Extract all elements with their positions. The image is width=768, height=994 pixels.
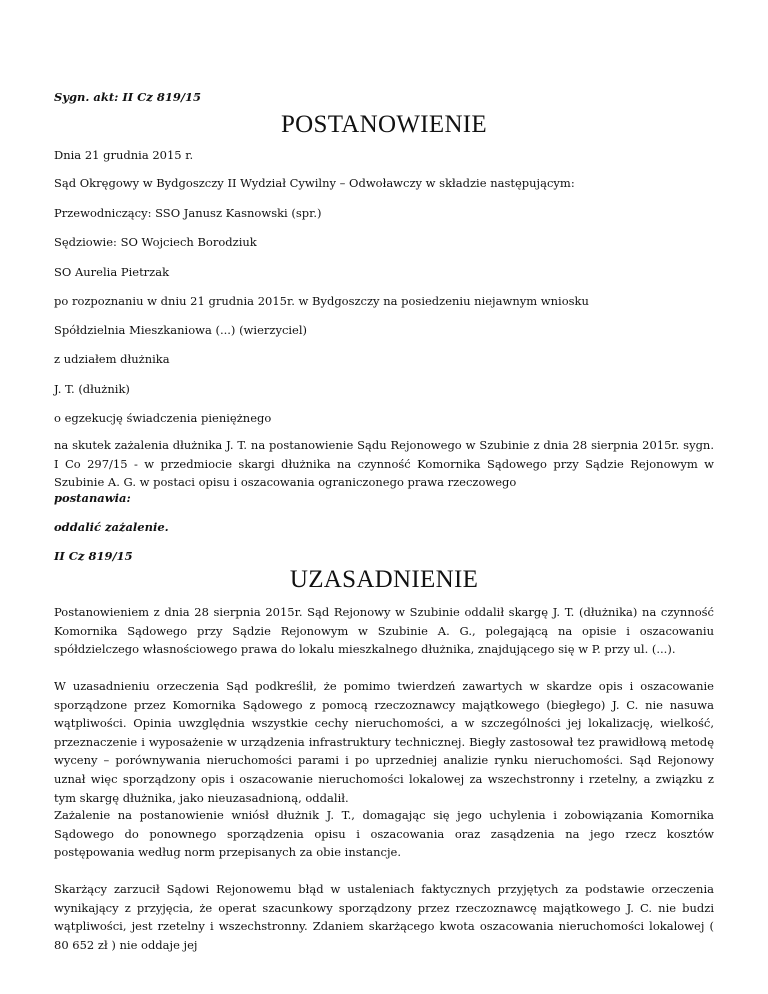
case-reference-2: II Cz 819/15 [54, 549, 133, 563]
judge-second: SO Aurelia Pietrzak [54, 265, 170, 279]
justification-paragraph-3: Zażalenie na postanowienie wniósł dłużnik J. T., domagając się jego uchylenia i zobowiązania Komornika Sądowego do ponownego sporządzenia opisu i oszacowania oraz zasądzenia na jego rzecz kosztów postępowania według norm przepisanych za obie instancje. [54, 808, 714, 860]
court-composition: Sąd Okręgowy w Bydgoszczy II Wydział Cywilny – Odwoławczy w składzie następującym: [54, 176, 575, 190]
subject: o egzekucję świadczenia pieniężnego [54, 411, 272, 425]
justification-paragraph-2: W uzasadnieniu orzeczenia Sąd podkreślił, że pomimo twierdzeń zawartych w skardze opis i oszacowanie sporządzone przez Komornika Sądowego z pomocą rzeczoznawcy majątkowego (biegłego) J. C. nie nasuwa wątpliwości. Opinia uwzględnia wszystkie cechy nieruchomości, a w szczególności jej lokalizację, wielkość, przeznaczenie i wyposażenie w urządzenia infrastruktury technicznej. Biegły zastosował tez prawidłową metodę wyceny – porównywania nieruchomości parami i po uprzedniej analizie rynku nieruchomości. Sąd Rejonowy uznał więc sporządzony opis i oszacowanie nieruchomości lokalowej za wszechstronny i rzetelny, a związku z tym skargę dłużnika, jako nieuzasadnioną, oddalił. [54, 679, 714, 805]
presiding-judge: Przewodniczący: SSO Janusz Kasnowski (spr.) [54, 206, 322, 220]
decision-date: Dnia 21 grudnia 2015 r. [54, 148, 194, 162]
creditor: Spółdzielnia Mieszkaniowa (...) (wierzyciel) [54, 323, 308, 337]
debtor: J. T. (dłużnik) [54, 382, 130, 396]
decides-label: postanawia: [54, 491, 131, 505]
justification-title: UZASADNIENIE [289, 566, 479, 593]
document-title: POSTANOWIENIE [280, 111, 488, 138]
case-reference: Sygn. akt: II Cz 819/15 [54, 90, 202, 104]
justification-paragraph-1: Postanowieniem z dnia 28 sierpnia 2015r. Sąd Rejonowy w Szubinie oddalił skargę J. T. (dłużnika) na czynność Komornika Sądowego przy Sądzie Rejonowym w Szubinie A. G., polegającą na opisie i oszacowaniu spółdzielczego własnościowego prawa do lokalu mieszkalnego dłużnika, znajdującego się w P. przy ul. (...). [54, 605, 714, 657]
with-debtor: z udziałem dłużnika [54, 352, 170, 366]
dismiss-ruling: oddalić zażalenie. [54, 520, 169, 534]
complaint-paragraph: na skutek zażalenia dłużnika J. T. na postanowienie Sądu Rejonowego w Szubinie z dnia 28 sierpnia 2015r. sygn. I Co 297/15 - w przedmiocie skargi dłużnika na czynność Komornika Sądowego przy Sądzie Rejonowym w Szubinie A. G. w postaci opisu i oszacowania ograniczonego prawa rzeczowego [54, 438, 714, 490]
justification-paragraph-4: Skarżący zarzucił Sądowi Rejonowemu błąd w ustaleniach faktycznych przyjętych za podstawie orzeczenia wynikający z przyjęcia, że operat szacunkowy sporządzony przez rzeczoznawcę majątkowego J. C. nie budzi wątpliwości, jest rzetelny i wszechstronny. Zdaniem skarżącego kwota oszacowania nieruchomości lokalowej ( 80 652 zł ) nie oddaje jej [54, 882, 714, 952]
judges: Sędziowie: SO Wojciech Borodziuk [54, 235, 257, 249]
hearing-info: po rozpoznaniu w dniu 21 grudnia 2015r. w Bydgoszczy na posiedzeniu niejawnym wniosku [54, 294, 589, 308]
